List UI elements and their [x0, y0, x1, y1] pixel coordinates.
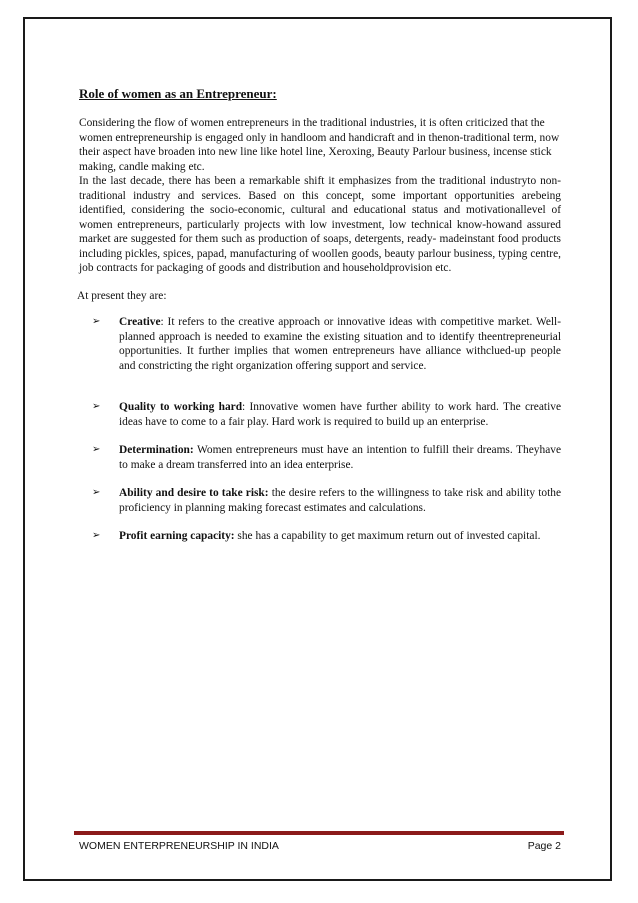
footer-rule: [74, 831, 564, 835]
bullet-heading: Profit earning capacity:: [119, 530, 235, 542]
document-body: [79, 86, 561, 544]
page-number: Page 2: [527, 840, 561, 852]
bullet-text: Women entrepreneurs must have an intention to fulfill their dreams. Theyhave to make a dream transferred into an idea enterprise.: [119, 444, 561, 471]
present-label: At present they are:: [77, 289, 167, 302]
list-item-quality: [92, 400, 561, 429]
bullet-text: she has a capability to get maximum return out of invested capital.: [234, 530, 541, 542]
list-item-determination: [92, 443, 561, 472]
intro-paragraph: Considering the flow of women entrepreneurs in the traditional industries, it is often criticized that the women entrepreneurship is engaged only in handloom and handicraft and in thenon-traditional term, now their aspect have broaden into new line like hotel line, Xeroxing, Beauty Parlour business, incense stick making, candle making etc.: [79, 117, 560, 173]
decade-paragraph: In the last decade, there has been a remarkable shift it emphasizes from the traditional industryto non-traditional industry and services. Based on this concept, some important opportunities arebeing identified, considering the socio-economic, cultural and educational status and motivationallevel of women entrepreneurs, particularly projects with low investment, low technical know-howand assured market are suggested for them such as production of soaps, detergents, ready- madeinstant food products including pickles, spices, papad, manufacturing of woollen goods, beauty parlour business, typing centre, job contracts for packaging of goods and distribution and householdprovision etc.: [79, 175, 561, 274]
bullet-heading: Creative: [119, 316, 161, 328]
bullet-text: : It refers to the creative approach or innovative ideas with competitive market. Well-planned approach is needed to examine the existing situation and to identify theentrepreneurial opportunities. It further implies that women entrepreneurs have alliance withclued-up people and constricting the right organization offering support and service.: [119, 316, 561, 372]
arrow-bullet-icon: ➢: [92, 316, 101, 327]
arrow-bullet-icon: ➢: [92, 444, 101, 455]
page-footer: [79, 840, 561, 852]
arrow-bullet-icon: ➢: [92, 401, 101, 412]
footer-title: WOMEN ENTERPRENEURSHIP IN INDIA: [79, 840, 279, 852]
section-title: Role of women as an Entrepreneur:: [79, 86, 277, 101]
bullet-heading: Quality to working hard: [119, 401, 243, 413]
arrow-bullet-icon: ➢: [92, 530, 101, 541]
bullet-heading: Ability and desire to take risk:: [119, 487, 269, 499]
list-item-creative: [92, 315, 561, 373]
bullet-heading: Determination:: [119, 444, 194, 456]
arrow-bullet-icon: ➢: [92, 487, 101, 498]
bullet-text: : Innovative women have further ability to work hard. The creative ideas have to come to a fair play. Hard work is required to build up an enterprise.: [119, 401, 561, 428]
qualities-list: [79, 315, 561, 544]
bullet-text: the desire refers to the willingness to take risk and ability tothe proficiency in planning making forecast estimates and calculations.: [119, 487, 561, 514]
list-item-profit: [92, 529, 561, 544]
list-item-risk: [92, 486, 561, 515]
